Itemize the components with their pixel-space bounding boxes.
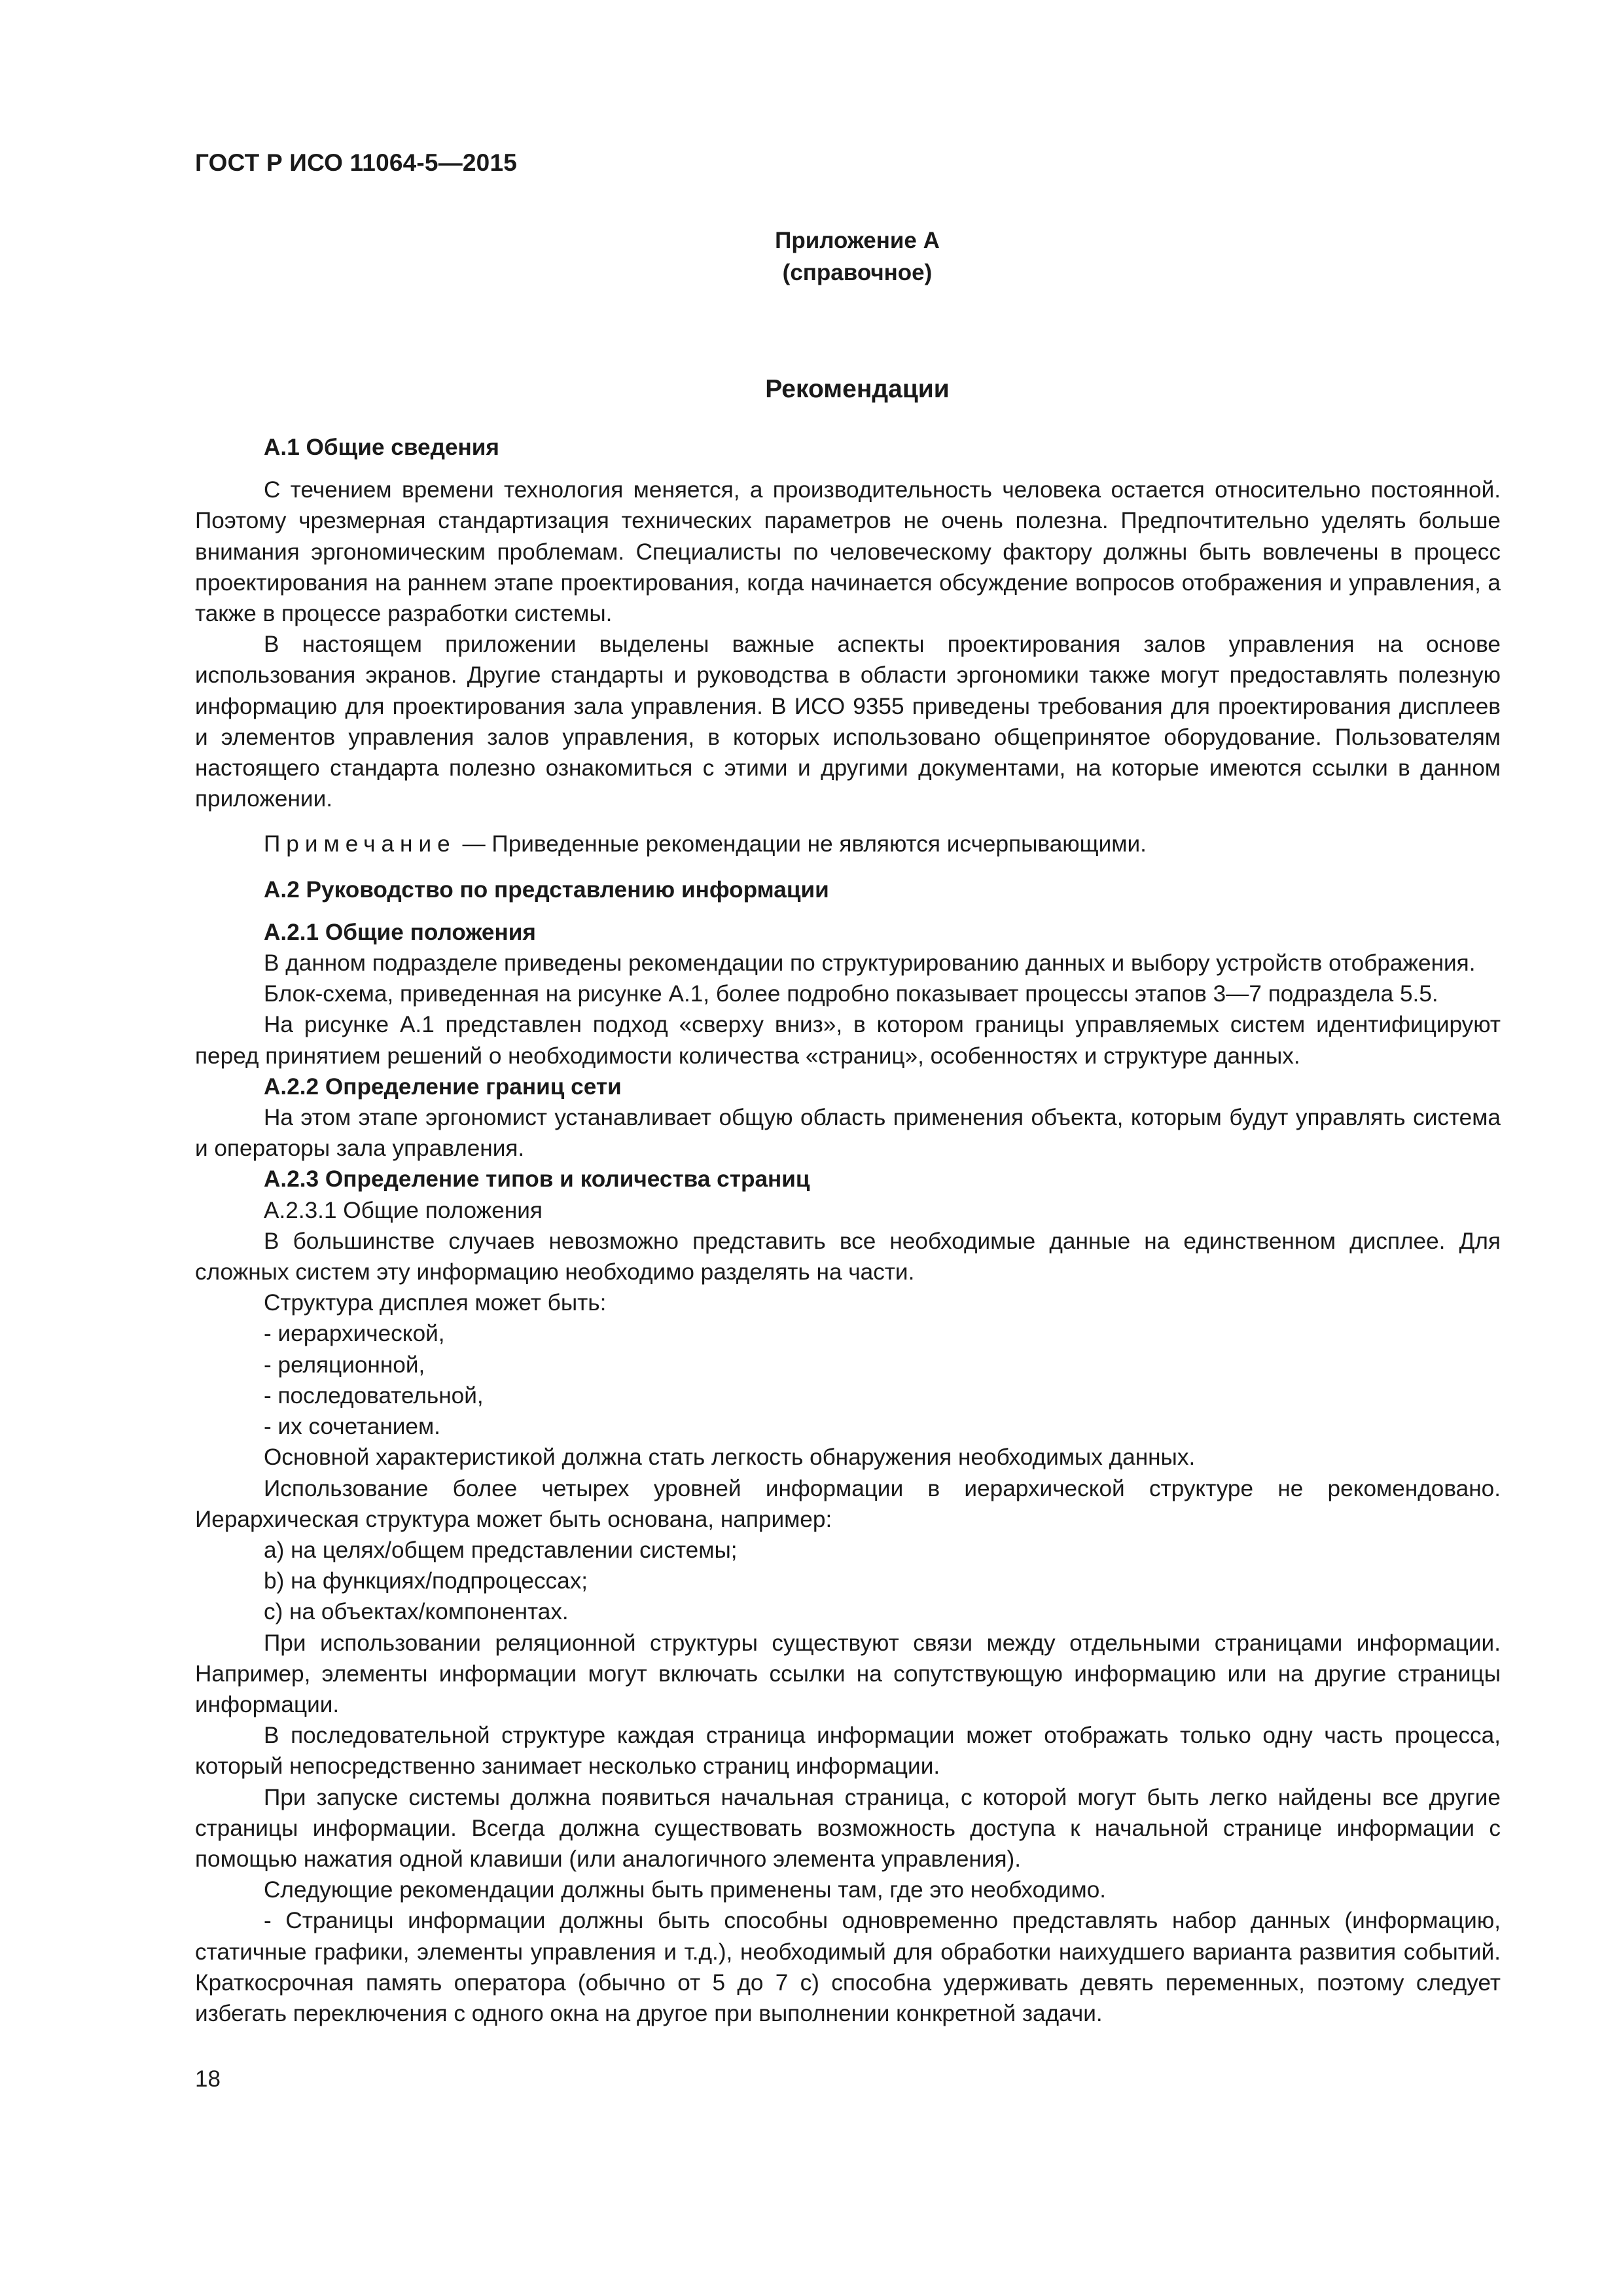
paragraph: Использование более четырех уровней информации в иерархической структуре не рекомендовано. Иерархическая структура может быть основана, например: bbox=[195, 1475, 1501, 1532]
document-code: ГОСТ Р ИСО 11064-5—2015 bbox=[195, 149, 518, 176]
page-number: 18 bbox=[195, 2066, 221, 2092]
annex-title: Рекомендации bbox=[765, 375, 950, 403]
paragraph: В последовательной структуре каждая страница информации может отображать только одну часть процесса, который непосредственно занимает несколько страниц информации. bbox=[195, 1723, 1501, 1780]
list-item: c) на объектах/компонентах. bbox=[264, 1599, 569, 1625]
paragraph: На этом этапе эргономист устанавливает общую область применения объекта, которым будут управлять система и операторы зала управления. bbox=[195, 1105, 1501, 1162]
section-heading-a2: А.2 Руководство по представлению информации bbox=[264, 876, 829, 903]
list-item: - последовательной, bbox=[264, 1382, 484, 1408]
subsection-heading-a2-3-1: А.2.3.1 Общие положения bbox=[264, 1197, 543, 1223]
annex-label: Приложение А bbox=[775, 228, 940, 253]
subsection-heading-a2-3: А.2.3 Определение типов и количества страниц bbox=[264, 1166, 810, 1193]
paragraph: При запуске системы должна появиться начальная страница, с которой могут быть легко найдены все другие страницы информации. Всегда должна существовать возможность доступа к начальной странице информации с помощью нажатия одной клавиши (или аналогичного элемента управления). bbox=[195, 1784, 1501, 1872]
paragraph: При использовании реляционной структуры существуют связи между отдельными страницами информации. Например, элементы информации могут включать ссылки на сопутствующую информацию или на другие страницы информации. bbox=[195, 1630, 1501, 1717]
note-text: — Приведенные рекомендации не являются исчерпывающими. bbox=[455, 831, 1147, 857]
paragraph: Основной характеристикой должна стать легкость обнаружения необходимых данных. bbox=[264, 1444, 1196, 1471]
paragraph: - Страницы информации должны быть способны одновременно представлять набор данных (информацию, статичные графики, элементы управления и т.д.), необходимый для обработки наихудшего варианта развития событий. Краткосрочная память оператора (обычно от 5 до 7 с) способна удерживать девять переменных, поэтому следует избегать переключения с одного окна на другое при выполнении конкретной задачи. bbox=[195, 1908, 1501, 2026]
list-item: - иерархической, bbox=[264, 1321, 445, 1347]
paragraph: В большинстве случаев невозможно представить все необходимые данные на единственном дисплее. Для сложных систем эту информацию необходимо разделять на части. bbox=[195, 1228, 1501, 1285]
document-body bbox=[195, 432, 1501, 2029]
paragraph: В данном подразделе приведены рекомендации по структурированию данных и выбору устройств отображения. bbox=[264, 950, 1476, 977]
paragraph: Структура дисплея может быть: bbox=[264, 1290, 607, 1316]
subsection-heading-a2-1: А.2.1 Общие положения bbox=[264, 919, 536, 945]
paragraph: Блок-схема, приведенная на рисунке А.1, более подробно показывает процессы этапов 3—7 подраздела 5.5. bbox=[264, 981, 1438, 1007]
list-item: - реляционной, bbox=[264, 1352, 425, 1378]
annex-kind: (справочное) bbox=[782, 260, 933, 285]
paragraph: С течением времени технология меняется, а производительность человека остается относительно постоянной. Поэтому чрезмерная стандартизация технических параметров не очень полезна. Предпочтительно уделять больше внимания эргономическим проблемам. Специалисты по человеческому фактору должны быть вовлечены в процесс проектирования на раннем этапе проектирования, когда начинается обсуждение вопросов отображения и управления, а также в процессе разработки системы. bbox=[195, 477, 1501, 627]
list-item: b) на функциях/подпроцессах; bbox=[264, 1568, 588, 1594]
list-item: a) на целях/общем представлении системы; bbox=[264, 1537, 738, 1563]
subsection-heading-a2-2: А.2.2 Определение границ сети bbox=[264, 1073, 622, 1100]
paragraph: В настоящем приложении выделены важные аспекты проектирования залов управления на основе использования экранов. Другие стандарты и руководства в области эргономики также могут предоставлять полезную информацию для проектирования зала управления. В ИСО 9355 приведены требования для проектирования дисплеев и элементов управления залов управления, в которых использовано общепринятое оборудование. Пользователям настоящего стандарта полезно ознакомиться с этими и другими документами, на которые имеются ссылки в данном приложении. bbox=[195, 632, 1501, 812]
annex-heading bbox=[654, 224, 1060, 289]
note-label: Примечание bbox=[264, 831, 456, 857]
section-heading-a1: А.1 Общие сведения bbox=[264, 435, 499, 460]
note bbox=[195, 829, 1501, 859]
paragraph: Следующие рекомендации должны быть применены там, где это необходимо. bbox=[264, 1877, 1107, 1903]
paragraph: На рисунке А.1 представлен подход «сверху вниз», в котором границы управляемых систем идентифицируют перед принятием решений о необходимости количества «страниц», особенностях и структуре данных. bbox=[195, 1012, 1501, 1069]
list-item: - их сочетанием. bbox=[264, 1414, 440, 1440]
